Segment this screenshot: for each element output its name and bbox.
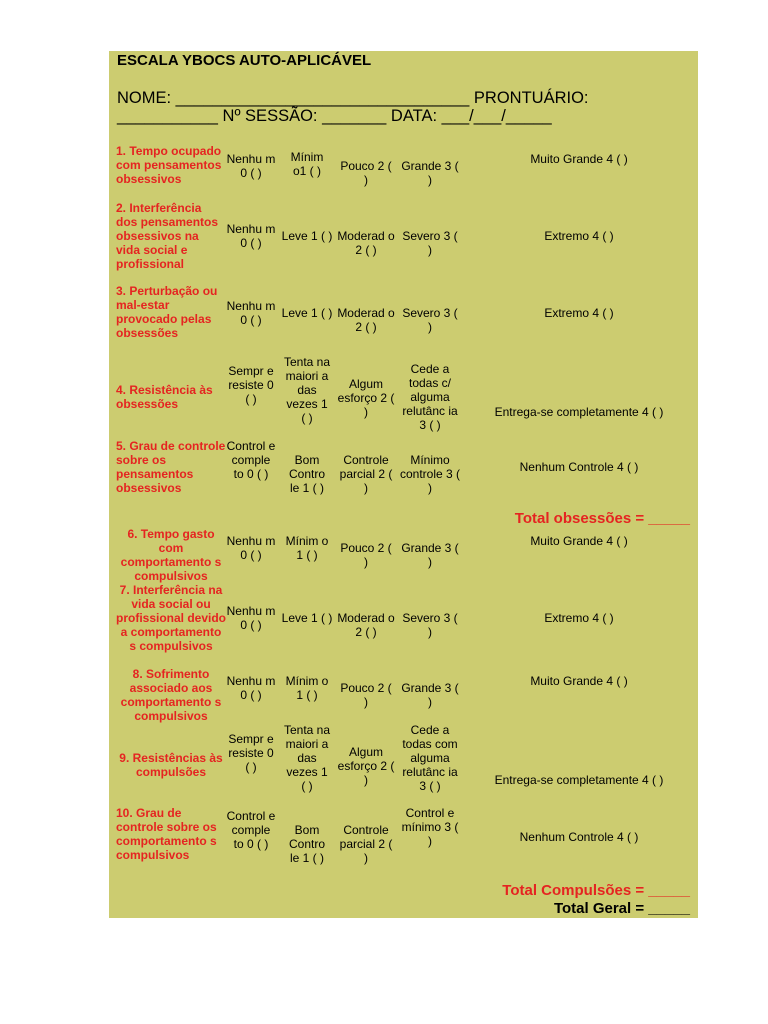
question-5-option-1[interactable]: Bom Contro le 1 ( ) — [288, 453, 326, 495]
question-10-option-1[interactable]: Bom Contro le 1 ( ) — [288, 823, 326, 865]
question-10-label: 10. Grau de controle sobre os comportamento s compulsivos — [116, 806, 217, 862]
question-9-option-1[interactable]: Tenta na maiori a das vezes 1 ( ) — [283, 723, 331, 793]
question-1-option-4[interactable]: Muito Grande 4 ( ) — [530, 152, 628, 166]
question-6-option-1[interactable]: Mínim o 1 ( ) — [285, 534, 329, 562]
question-9-option-4[interactable]: Entrega-se completamente 4 ( ) — [494, 773, 664, 787]
form-title: ESCALA YBOCS AUTO-APLICÁVEL — [117, 52, 372, 69]
question-10-option-0[interactable]: Control e comple to 0 ( ) — [226, 809, 276, 851]
question-8-option-4[interactable]: Muito Grande 4 ( ) — [530, 674, 628, 688]
question-5-option-2[interactable]: Controle parcial 2 ( ) — [339, 453, 393, 495]
question-3-option-1[interactable]: Leve 1 ( ) — [281, 306, 333, 320]
question-4-option-2[interactable]: Algum esforço 2 ( ) — [337, 377, 395, 419]
question-10-option-2[interactable]: Controle parcial 2 ( ) — [339, 823, 393, 865]
total-obsessoes: Total obsessões = _____ — [514, 510, 690, 527]
question-2-option-4[interactable]: Extremo 4 ( ) — [544, 229, 614, 243]
ybocs-form-sheet — [109, 51, 698, 918]
question-1-option-3[interactable]: Grande 3 ( ) — [401, 159, 459, 187]
question-4-option-3[interactable]: Cede a todas c/ alguma relutânc ia 3 ( ) — [402, 362, 458, 432]
total-compulsoes: Total Compulsões = _____ — [502, 882, 690, 899]
question-7-option-1[interactable]: Leve 1 ( ) — [281, 611, 333, 625]
question-4-label: 4. Resistência às obsessões — [116, 383, 213, 411]
header-line-sessao-data: ___________ Nº SESSÃO: _______ DATA: ___/___/_____ — [117, 107, 552, 125]
question-4-option-0[interactable]: Sempr e resiste 0 ( ) — [228, 364, 274, 406]
question-4-option-1[interactable]: Tenta na maiori a das vezes 1 ( ) — [283, 355, 331, 425]
question-10-option-4[interactable]: Nenhum Controle 4 ( ) — [519, 830, 639, 844]
header-line-name-prontuario: NOME: ________________________________ PRONTUÁRIO: — [117, 89, 589, 107]
question-2-option-0[interactable]: Nenhu m 0 ( ) — [226, 222, 276, 250]
question-9-option-2[interactable]: Algum esforço 2 ( ) — [337, 745, 395, 787]
question-9-label: 9. Resistências às compulsões — [119, 751, 223, 779]
question-8-option-1[interactable]: Mínim o 1 ( ) — [285, 674, 329, 702]
question-3-option-3[interactable]: Severo 3 ( ) — [402, 306, 458, 334]
question-3-option-0[interactable]: Nenhu m 0 ( ) — [226, 299, 276, 327]
question-8-option-3[interactable]: Grande 3 ( ) — [401, 681, 459, 709]
question-5-option-3[interactable]: Mínimo controle 3 ( ) — [399, 453, 461, 495]
question-2-option-3[interactable]: Severo 3 ( ) — [402, 229, 458, 257]
question-7-label: 7. Interferência na vida social ou profissional devido a comportamento s compulsivos — [116, 583, 227, 653]
question-2-option-2[interactable]: Moderad o 2 ( ) — [337, 229, 395, 257]
question-1-option-0[interactable]: Nenhu m 0 ( ) — [226, 152, 276, 180]
total-geral: Total Geral = _____ — [553, 900, 690, 917]
question-7-option-3[interactable]: Severo 3 ( ) — [402, 611, 458, 639]
question-6-option-2[interactable]: Pouco 2 ( ) — [340, 541, 392, 569]
question-3-label: 3. Perturbação ou mal-estar provocado pelas obsessões — [116, 284, 218, 340]
question-5-option-0[interactable]: Control e comple to 0 ( ) — [226, 439, 276, 481]
question-1-option-1[interactable]: Mínim o1 ( ) — [290, 150, 324, 178]
question-7-option-2[interactable]: Moderad o 2 ( ) — [337, 611, 395, 639]
question-9-option-3[interactable]: Cede a todas com alguma relutânc ia 3 ( ) — [402, 723, 458, 793]
question-8-label: 8. Sofrimento associado aos comportamento s compulsivos — [120, 667, 222, 723]
question-6-option-0[interactable]: Nenhu m 0 ( ) — [226, 534, 276, 562]
question-10-option-3[interactable]: Control e mínimo 3 ( ) — [401, 806, 459, 848]
question-2-option-1[interactable]: Leve 1 ( ) — [281, 229, 333, 243]
question-3-option-2[interactable]: Moderad o 2 ( ) — [337, 306, 395, 334]
question-4-option-4[interactable]: Entrega-se completamente 4 ( ) — [494, 405, 664, 419]
question-6-option-3[interactable]: Grande 3 ( ) — [401, 541, 459, 569]
question-6-option-4[interactable]: Muito Grande 4 ( ) — [530, 534, 628, 548]
question-2-label: 2. Interferência dos pensamentos obsessivos na vida social e profissional — [116, 201, 219, 271]
question-7-option-4[interactable]: Extremo 4 ( ) — [544, 611, 614, 625]
question-3-option-4[interactable]: Extremo 4 ( ) — [544, 306, 614, 320]
question-8-option-0[interactable]: Nenhu m 0 ( ) — [226, 674, 276, 702]
question-9-option-0[interactable]: Sempr e resiste 0 ( ) — [228, 732, 274, 774]
question-7-option-0[interactable]: Nenhu m 0 ( ) — [226, 604, 276, 632]
question-6-label: 6. Tempo gasto com comportamento s compulsivos — [120, 527, 222, 583]
question-8-option-2[interactable]: Pouco 2 ( ) — [340, 681, 392, 709]
question-1-label: 1. Tempo ocupado com pensamentos obsessivos — [116, 144, 222, 186]
question-1-option-2[interactable]: Pouco 2 ( ) — [340, 159, 392, 187]
question-5-option-4[interactable]: Nenhum Controle 4 ( ) — [519, 460, 639, 474]
question-5-label: 5. Grau de controle sobre os pensamentos obsessivos — [116, 439, 226, 495]
